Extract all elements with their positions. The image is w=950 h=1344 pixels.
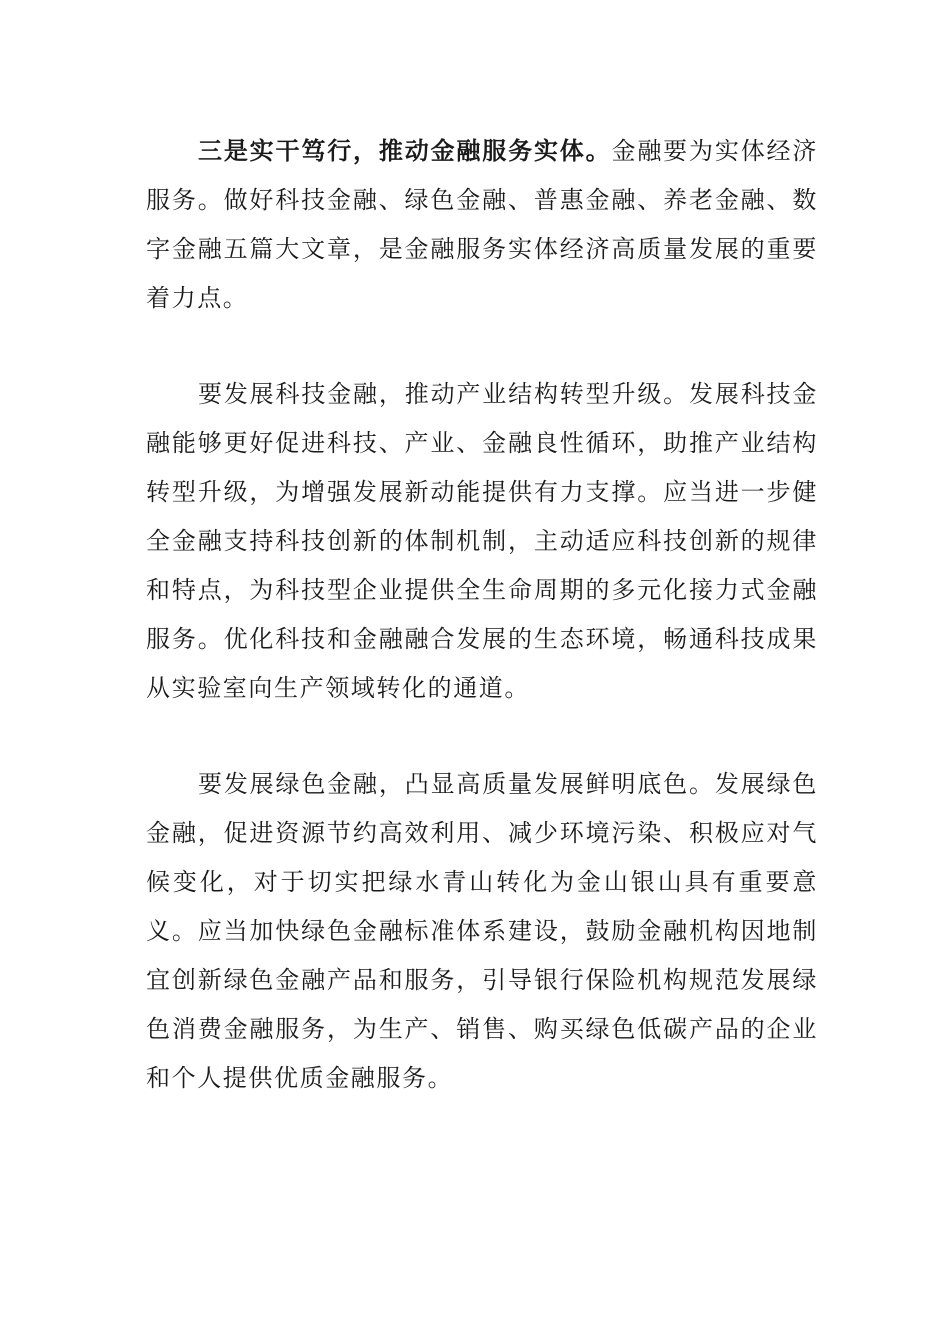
paragraph-lead-heading: 三是实干笃行，推动金融服务实体。 <box>198 136 612 165</box>
paragraph-tech-finance-intro <box>146 126 818 323</box>
document-body <box>146 126 818 1103</box>
paragraph-text: 金融要为实体经济服务。做好科技金融、绿色金融、普惠金融、养老金融、数字金融五篇大文章，是金融服务实体经济高质量发展的重要着力点。 <box>146 137 818 312</box>
paragraph-green-finance <box>146 760 818 1103</box>
paragraph-text: 要发展绿色金融，凸显高质量发展鲜明底色。发展绿色金融，促进资源节约高效利用、减少环境污染、积极应对气候变化，对于切实把绿水青山转化为金山银山具有重要意义。应当加快绿色金融标准体系建设，鼓励金融机构因地制宜创新绿色金融产品和服务，引导银行保险机构规范发展绿色消费金融服务，为生产、销售、购买绿色低碳产品的企业和个人提供优质金融服务。 <box>146 770 818 1092</box>
paragraph-tech-finance <box>146 370 818 713</box>
paragraph-text: 要发展科技金融，推动产业结构转型升级。发展科技金融能够更好促进科技、产业、金融良性循环，助推产业结构转型升级，为增强发展新动能提供有力支撑。应当进一步健全金融支持科技创新的体制机制，主动适应科技创新的规律和特点，为科技型企业提供全生命周期的多元化接力式金融服务。优化科技和金融融合发展的生态环境，畅通科技成果从实验室向生产领域转化的通道。 <box>146 380 818 702</box>
